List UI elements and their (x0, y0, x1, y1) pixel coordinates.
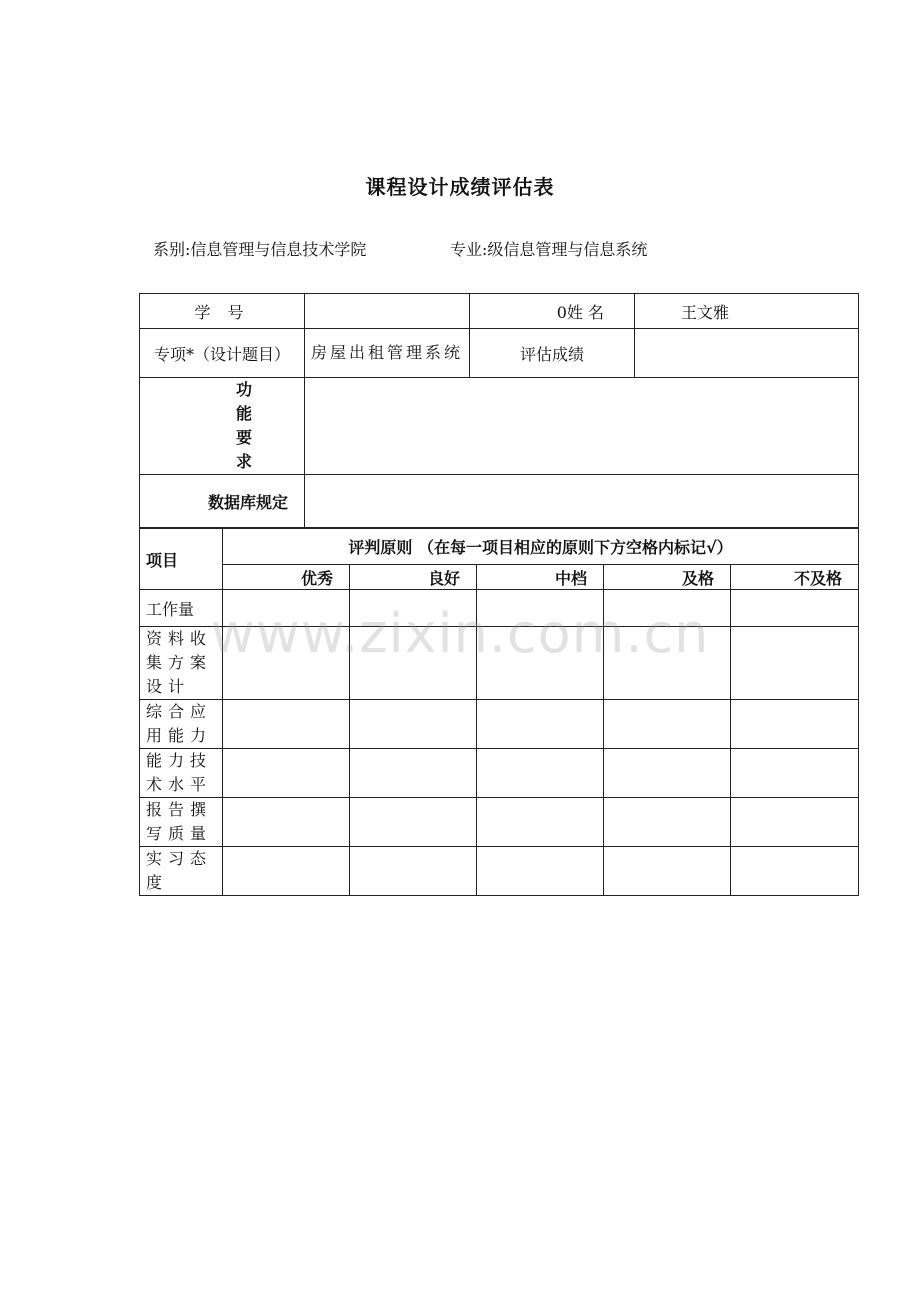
student-id-label: 学 号 (140, 294, 305, 329)
criteria-header: 评判原则 （在每一项目相应的原则下方空格内标记√） (223, 529, 859, 565)
db-row (140, 475, 859, 528)
row-label: 工作量 (140, 590, 223, 627)
student-info-table (139, 293, 859, 528)
grade-good: 良好 (350, 565, 477, 590)
grade-cell[interactable] (731, 627, 859, 700)
function-label-cell (140, 378, 305, 475)
table-row (140, 847, 859, 896)
function-row (140, 378, 859, 475)
grade-cell[interactable] (477, 700, 604, 749)
grade-cell[interactable] (604, 798, 731, 847)
table-row (140, 798, 859, 847)
grade-cell[interactable] (223, 798, 350, 847)
grade-cell[interactable] (350, 627, 477, 700)
grade-average: 中档 (477, 565, 604, 590)
grade-cell[interactable] (350, 700, 477, 749)
grade-cell[interactable] (223, 847, 350, 896)
grade-cell[interactable] (350, 847, 477, 896)
grade-cell[interactable] (731, 700, 859, 749)
grade-cell[interactable] (477, 847, 604, 896)
row-label: 报告撰写质量 (140, 798, 223, 847)
function-char-2: 能 (235, 404, 252, 423)
grade-cell[interactable] (604, 749, 731, 798)
grade-cell[interactable] (731, 749, 859, 798)
grade-fail: 不及格 (731, 565, 859, 590)
topic-value[interactable]: 房屋出租管理系统 (305, 329, 470, 378)
name-value[interactable]: 王文雅 (635, 294, 859, 329)
evaluation-table (139, 528, 859, 896)
watermark: www.zixin.com.cn (210, 602, 710, 665)
document-title: 课程设计成绩评估表 (365, 175, 555, 199)
function-char-4: 求 (235, 452, 252, 471)
grade-cell[interactable] (223, 700, 350, 749)
grade-cell[interactable] (604, 700, 731, 749)
grade-cell[interactable] (350, 590, 477, 627)
criteria-header-row (140, 529, 859, 565)
grade-cell[interactable] (350, 798, 477, 847)
score-label: 评估成绩 (470, 329, 635, 378)
student-id-row (140, 294, 859, 329)
topic-row (140, 329, 859, 378)
function-char-1: 功 (235, 380, 252, 399)
grade-cell[interactable] (223, 627, 350, 700)
db-label: 数据库规定 (140, 475, 305, 528)
department-label: 系别:信息管理与信息技术学院 (153, 240, 367, 259)
item-header: 项目 (140, 529, 223, 590)
function-value[interactable] (305, 378, 859, 475)
student-id-value[interactable] (305, 294, 470, 329)
grade-cell[interactable] (477, 590, 604, 627)
topic-label: 专项*（设计题目） (140, 329, 305, 378)
table-row (140, 590, 859, 627)
grade-cell[interactable] (350, 749, 477, 798)
table-row (140, 627, 859, 700)
grade-cell[interactable] (604, 847, 731, 896)
row-label: 能力技术水平 (140, 749, 223, 798)
grade-header-row (140, 565, 859, 590)
score-value[interactable] (635, 329, 859, 378)
row-label: 综合应用能力 (140, 700, 223, 749)
grade-excellent: 优秀 (223, 565, 350, 590)
table-row (140, 700, 859, 749)
grade-cell[interactable] (223, 590, 350, 627)
grade-pass: 及格 (604, 565, 731, 590)
name-label: 0姓 名 (470, 294, 635, 329)
grade-cell[interactable] (604, 590, 731, 627)
grade-cell[interactable] (731, 590, 859, 627)
grade-cell[interactable] (731, 847, 859, 896)
grade-cell[interactable] (731, 798, 859, 847)
function-label (234, 378, 254, 474)
table-row (140, 749, 859, 798)
grade-cell[interactable] (604, 627, 731, 700)
db-value[interactable] (305, 475, 859, 528)
grade-cell[interactable] (477, 749, 604, 798)
row-label: 资料收集方案设计 (140, 627, 223, 700)
row-label: 实习态度 (140, 847, 223, 896)
grade-cell[interactable] (477, 798, 604, 847)
grade-cell[interactable] (223, 749, 350, 798)
grade-cell[interactable] (477, 627, 604, 700)
major-label: 专业:级信息管理与信息系统 (450, 240, 648, 259)
function-char-3: 要 (235, 428, 252, 447)
